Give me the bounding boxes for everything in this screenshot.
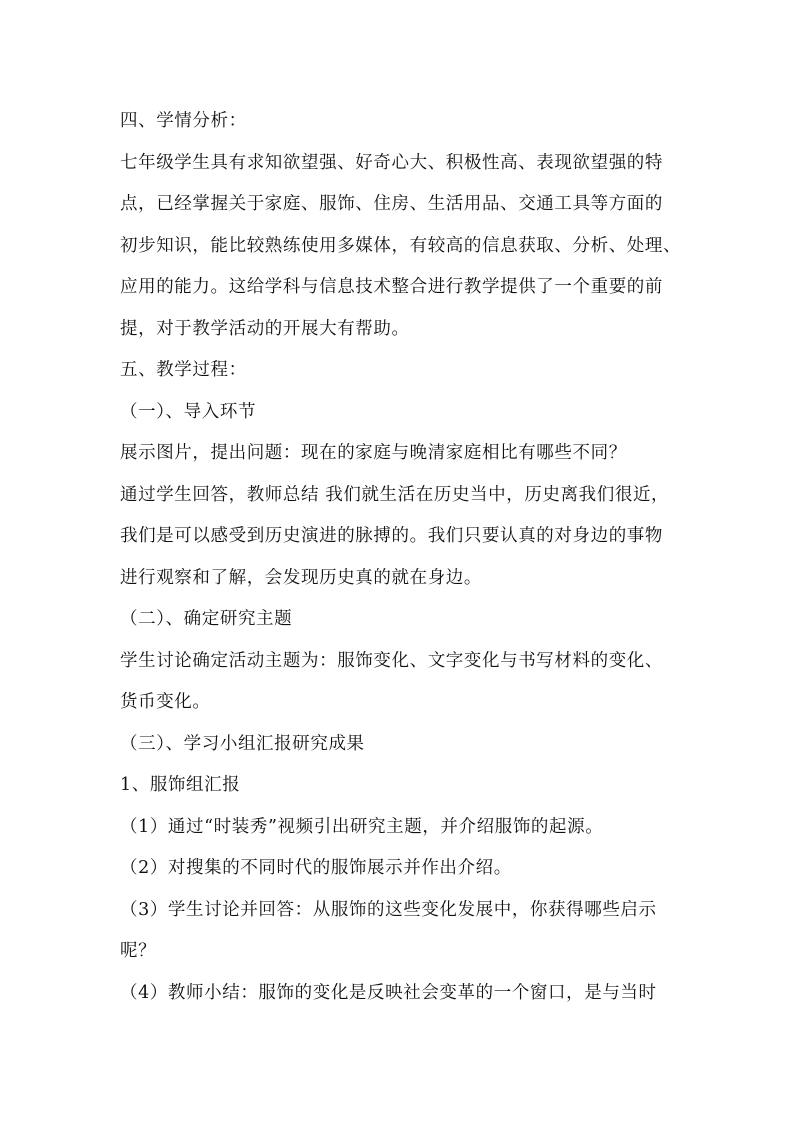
text-line: 学生讨论确定活动主题为：服饰变化、文字变化与书写材料的变化、 [120, 650, 663, 671]
text-line: 展示图片，提出问题：现在的家庭与晚清家庭相比有哪些不同？ [120, 443, 627, 463]
subsection-heading-research-topic: （二）、确定研究主题 [120, 609, 293, 629]
section-heading-student-analysis: 四、学情分析： [120, 111, 247, 131]
text-line: 提，对于教学活动的开展大有帮助。 [120, 318, 410, 339]
list-item-4 [120, 973, 680, 1015]
text-line: 初步知识，能比较熟练使用多媒体，有较高的信息获取、分析、处理、 [120, 235, 682, 256]
text-line: （3）学生讨论并回答：从服饰的这些变化发展中，你获得哪些启示 [120, 899, 657, 920]
text-line: 七年级学生具有求知欲望强、好奇心大、积极性高、表现欲望强的特 [120, 152, 663, 173]
text-line: 货币变化。 [120, 692, 211, 712]
text-line: 进行观察和了解，会发现历史真的就在身边。 [120, 567, 482, 588]
text-line: 点，已经掌握关于家庭、服饰、住房、生活用品、交通工具等方面的 [120, 194, 663, 214]
list-item-2 [120, 848, 680, 890]
subsection-heading-introduction: （一）、导入环节 [120, 401, 257, 422]
text-line: 呢？ [120, 941, 157, 961]
list-item-1 [120, 807, 680, 849]
item-heading-clothing-group: 1、服饰组汇报 [120, 775, 241, 795]
text-line: 我们是可以感受到历史演进的脉搏的。我们只要认真的对身边的事物 [120, 526, 663, 546]
text-line: （4）教师小结：服饰的变化是反映社会变革的一个窗口，是与当时 [120, 982, 657, 1003]
paragraph-teacher-summary [120, 475, 680, 600]
subsection-heading-group-report: （三）、学习小组汇报研究成果 [120, 733, 365, 754]
text-line: 通过学生回答，教师总结 我们就生活在历史当中，历史离我们很近， [120, 484, 670, 505]
section-heading-teaching-process: 五、教学过程： [120, 360, 247, 380]
document-body [120, 101, 680, 1014]
paragraph-student-analysis [120, 143, 680, 351]
paragraph-show-pictures [120, 433, 680, 475]
text-line: （1）通过“时装秀”视频引出研究主题，并介绍服饰的起源。 [120, 816, 604, 837]
text-line: 应用的能力。这给学科与信息技术整合进行教学提供了一个重要的前 [120, 277, 663, 297]
list-item-3 [120, 890, 680, 973]
paragraph-activity-topics [120, 641, 680, 724]
text-line: （2）对搜集的不同时代的服饰展示并作出介绍。 [120, 858, 512, 878]
